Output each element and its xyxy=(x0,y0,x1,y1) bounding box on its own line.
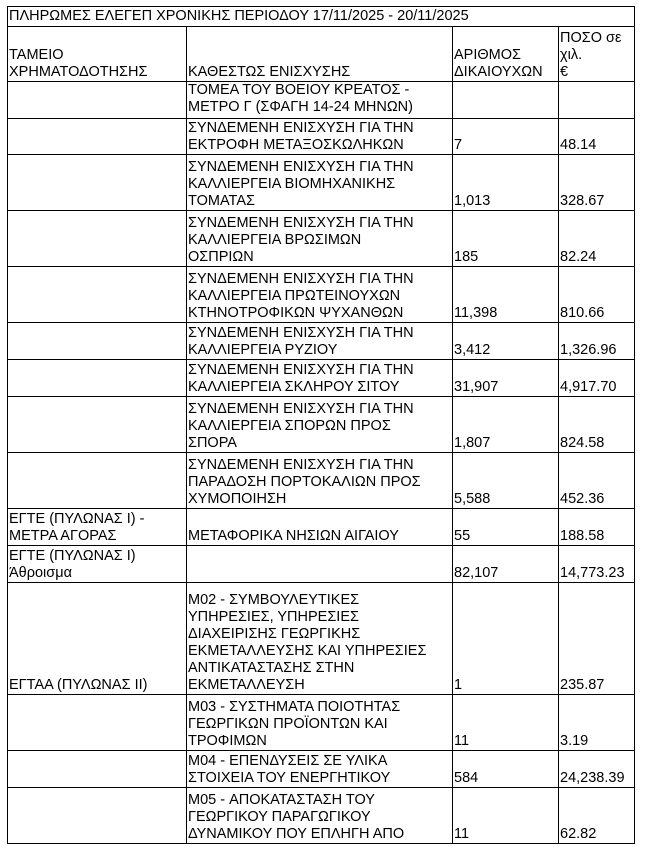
cell-fund xyxy=(8,360,187,397)
cell-amount: 810.66 xyxy=(559,267,635,323)
cell-status: M02 - ΣΥΜΒΟΥΛΕΥΤΙΚΕΣ ΥΠΗΡΕΣΙΕΣ, ΥΠΗΡΕΣΙΕΣ ΔΙΑΧΕΙΡΙΣΗΣ ΓΕΩΡΓΙΚΗΣ ΕΚΜΕΤΑΛΛΕΥΣΗΣ ΚΑΙ ΥΠΗΡΕΣΙΕΣ ΑΝΤΙΚΑΤΑΣΤΑΣΗΣ ΣΤΗΝ ΕΚΜΕΤΑΛΛΕΥΣΗ xyxy=(187,583,453,695)
table-row xyxy=(8,509,635,546)
table-row xyxy=(8,155,635,211)
title-row xyxy=(8,7,635,27)
cell-status: ΣΥΝΔΕΜΕΝΗ ΕΝΙΣΧΥΣΗ ΓΙΑ ΤΗΝ ΕΚΤΡΟΦΗ ΜΕΤΑΞΟΣΚΩΛΗΚΩΝ xyxy=(187,119,453,155)
cell-amount: 1,326.96 xyxy=(559,323,635,360)
cell-status: ΣΥΝΔΕΜΕΝΗ ΕΝΙΣΧΥΣΗ ΓΙΑ ΤΗΝ ΚΑΛΛΙΕΡΓΕΙΑ ΒΙΟΜΗΧΑΝΙΚΗΣ ΤΟΜΑΤΑΣ xyxy=(187,155,453,211)
table-row xyxy=(8,751,635,788)
cell-fund xyxy=(8,751,187,788)
table-row xyxy=(8,583,635,695)
cell-beneficiaries: 7 xyxy=(453,119,559,155)
cell-beneficiaries: 55 xyxy=(453,509,559,546)
table-row xyxy=(8,211,635,267)
cell-status: M04 - ΕΠΕΝΔΥΣΕΙΣ ΣΕ ΥΛΙΚΑ ΣΤΟΙΧΕΙΑ ΤΟΥ ΕΝΕΡΓΗΤΙΚΟΥ xyxy=(187,751,453,788)
cell-fund: ΕΓΤΕ (ΠΥΛΩΝΑΣ Ι) - ΜΕΤΡΑ ΑΓΟΡΑΣ xyxy=(8,509,187,546)
cell-amount: 235.87 xyxy=(559,583,635,695)
cell-fund xyxy=(8,119,187,155)
table-row xyxy=(8,267,635,323)
cell-beneficiaries: 31,907 xyxy=(453,360,559,397)
cell-amount: 188.58 xyxy=(559,509,635,546)
table-row xyxy=(8,82,635,119)
table-row xyxy=(8,397,635,453)
cell-amount: 452.36 xyxy=(559,453,635,509)
cell-beneficiaries: 11 xyxy=(453,788,559,844)
cell-fund xyxy=(8,211,187,267)
cell-status: ΣΥΝΔΕΜΕΝΗ ΕΝΙΣΧΥΣΗ ΓΙΑ ΤΗΝ ΚΑΛΛΙΕΡΓΕΙΑ ΠΡΩΤΕΙΝΟΥΧΩΝ ΚΤΗΝΟΤΡΟΦΙΚΩΝ ΨΥΧΑΝΘΩΝ xyxy=(187,267,453,323)
cell-status: ΣΥΝΔΕΜΕΝΗ ΕΝΙΣΧΥΣΗ ΓΙΑ ΤΗΝ ΚΑΛΛΙΕΡΓΕΙΑ ΣΠΟΡΩΝ ΠΡΟΣ ΣΠΟΡΑ xyxy=(187,397,453,453)
header-amount: ΠΟΣΟ σε χιλ. € xyxy=(559,27,635,82)
header-beneficiaries: ΑΡΙΘΜΟΣ ΔΙΚΑΙΟΥΧΩΝ xyxy=(453,27,559,82)
cell-fund xyxy=(8,323,187,360)
payments-table xyxy=(7,6,635,844)
cell-beneficiaries: 1,807 xyxy=(453,397,559,453)
cell-beneficiaries: 584 xyxy=(453,751,559,788)
cell-amount: 824.58 xyxy=(559,397,635,453)
table-row xyxy=(8,695,635,751)
cell-status: ΜΕΤΑΦΟΡΙΚΑ ΝΗΣΙΩΝ ΑΙΓΑΙΟΥ xyxy=(187,509,453,546)
cell-beneficiaries: 11 xyxy=(453,695,559,751)
cell-beneficiaries: 1,013 xyxy=(453,155,559,211)
cell-amount: 14,773.23 xyxy=(559,546,635,583)
cell-amount: 24,238.39 xyxy=(559,751,635,788)
cell-fund xyxy=(8,397,187,453)
table-row xyxy=(8,323,635,360)
table-row xyxy=(8,453,635,509)
cell-amount: 328.67 xyxy=(559,155,635,211)
cell-beneficiaries: 1 xyxy=(453,583,559,695)
cell-fund: ΕΓΤΑΑ (ΠΥΛΩΝΑΣ ΙΙ) xyxy=(8,583,187,695)
cell-status: ΣΥΝΔΕΜΕΝΗ ΕΝΙΣΧΥΣΗ ΓΙΑ ΤΗΝ ΠΑΡΑΔΟΣΗ ΠΟΡΤΟΚΑΛΙΩΝ ΠΡΟΣ ΧΥΜΟΠΟΙΗΣΗ xyxy=(187,453,453,509)
cell-beneficiaries: 185 xyxy=(453,211,559,267)
table-row xyxy=(8,119,635,155)
cell-status: ΣΥΝΔΕΜΕΝΗ ΕΝΙΣΧΥΣΗ ΓΙΑ ΤΗΝ ΚΑΛΛΙΕΡΓΕΙΑ ΣΚΛΗΡΟΥ ΣΙΤΟΥ xyxy=(187,360,453,397)
cell-fund: ΕΓΤΕ (ΠΥΛΩΝΑΣ Ι) Άθροισμα xyxy=(8,546,187,583)
table-row xyxy=(8,788,635,844)
cell-amount xyxy=(559,82,635,119)
cell-fund xyxy=(8,155,187,211)
cell-amount: 4,917.70 xyxy=(559,360,635,397)
cell-beneficiaries: 82,107 xyxy=(453,546,559,583)
cell-amount: 82.24 xyxy=(559,211,635,267)
table-row xyxy=(8,360,635,397)
cell-status: ΣΥΝΔΕΜΕΝΗ ΕΝΙΣΧΥΣΗ ΓΙΑ ΤΗΝ ΚΑΛΛΙΕΡΓΕΙΑ ΡΥΖΙΟΥ xyxy=(187,323,453,360)
table-title: ΠΛΗΡΩΜΕΣ ΕΛΕΓΕΠ ΧΡΟΝΙΚΗΣ ΠΕΡΙΟΔΟΥ 17/11/2025 - 20/11/2025 xyxy=(8,7,635,27)
cell-status: M05 - ΑΠΟΚΑΤΑΣΤΑΣΗ ΤΟΥ ΓΕΩΡΓΙΚΟΥ ΠΑΡΑΓΩΓΙΚΟΥ ΔΥΝΑΜΙΚΟΥ ΠΟΥ ΕΠΛΗΓΗ ΑΠΟ xyxy=(187,788,453,844)
header-fund: ΤΑΜΕΙΟ ΧΡΗΜΑΤΟΔΟΤΗΣΗΣ xyxy=(8,27,187,82)
cell-fund xyxy=(8,267,187,323)
cell-fund xyxy=(8,82,187,119)
cell-beneficiaries: 11,398 xyxy=(453,267,559,323)
cell-status xyxy=(187,546,453,583)
cell-status: ΤΟΜΕΑ ΤΟΥ ΒΟΕΙΟΥ ΚΡΕΑΤΟΣ - ΜΕΤΡΟ Γ (ΣΦΑΓΗ 14-24 ΜΗΝΩΝ) xyxy=(187,82,453,119)
cell-fund xyxy=(8,453,187,509)
table-row xyxy=(8,546,635,583)
cell-beneficiaries: 5,588 xyxy=(453,453,559,509)
cell-fund xyxy=(8,695,187,751)
cell-amount: 3.19 xyxy=(559,695,635,751)
header-row xyxy=(8,27,635,82)
cell-status: M03 - ΣΥΣΤΗΜΑΤΑ ΠΟΙΟΤΗΤΑΣ ΓΕΩΡΓΙΚΩΝ ΠΡΟΪΟΝΤΩΝ ΚΑΙ ΤΡΟΦΙΜΩΝ xyxy=(187,695,453,751)
cell-beneficiaries xyxy=(453,82,559,119)
cell-status: ΣΥΝΔΕΜΕΝΗ ΕΝΙΣΧΥΣΗ ΓΙΑ ΤΗΝ ΚΑΛΛΙΕΡΓΕΙΑ ΒΡΩΣΙΜΩΝ ΟΣΠΡΙΩΝ xyxy=(187,211,453,267)
cell-fund xyxy=(8,788,187,844)
cell-amount: 48.14 xyxy=(559,119,635,155)
cell-beneficiaries: 3,412 xyxy=(453,323,559,360)
cell-amount: 62.82 xyxy=(559,788,635,844)
header-status: ΚΑΘΕΣΤΩΣ ΕΝΙΣΧΥΣΗΣ xyxy=(187,27,453,82)
